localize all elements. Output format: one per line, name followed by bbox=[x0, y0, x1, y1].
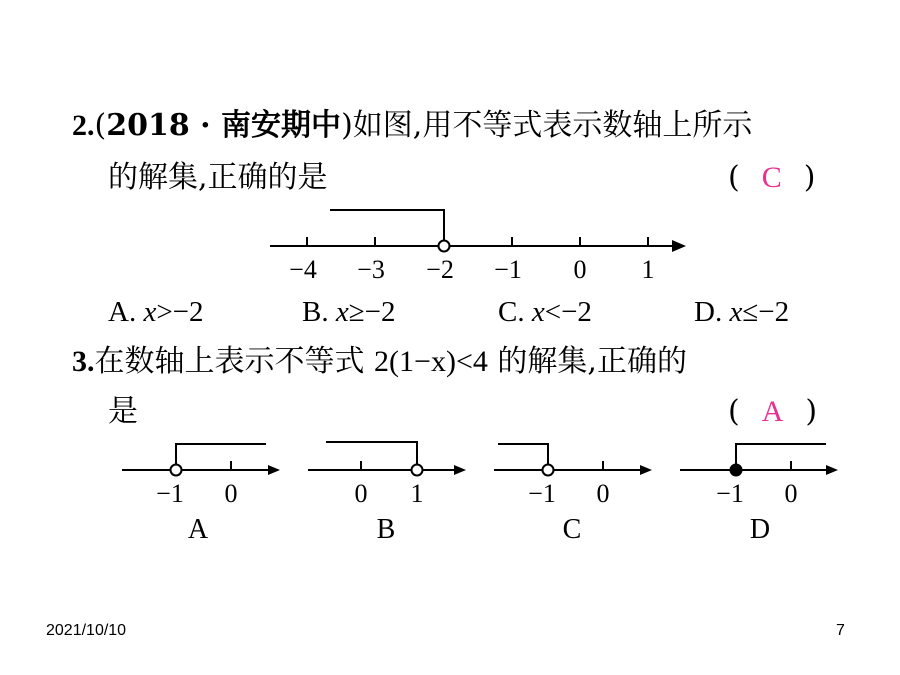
q2-source-close: ) bbox=[341, 108, 353, 143]
q3-text-line1-b: 的解集,正确的 bbox=[497, 344, 687, 379]
q2-option-a-rel: >−2 bbox=[156, 296, 204, 328]
q3-a-bracket bbox=[176, 444, 266, 464]
q3-text-line2: 是 bbox=[108, 394, 138, 429]
q3-b-axis-arrow bbox=[454, 465, 466, 475]
q2-paren-open: ( bbox=[728, 160, 740, 195]
q2-option-a-letter: A. bbox=[108, 296, 137, 328]
q2-option-b-rel: ≥−2 bbox=[348, 296, 396, 328]
footer-page-number: 7 bbox=[836, 622, 845, 639]
q3-b-caption: B bbox=[376, 514, 396, 545]
q2-option-a-var: x bbox=[143, 296, 157, 328]
q2-option-d-letter: D. bbox=[694, 296, 723, 328]
q3-paren-close: ) bbox=[805, 394, 818, 429]
q3-figure-b bbox=[308, 442, 466, 545]
q3-c-tick-label: 0 bbox=[596, 479, 610, 508]
q3-answer: A bbox=[761, 395, 784, 428]
q2-tick-label: 0 bbox=[573, 255, 587, 284]
q2-option-c-rel: <−2 bbox=[544, 296, 592, 328]
q2-number: 2. bbox=[72, 109, 95, 142]
q3-a-caption: A bbox=[187, 514, 209, 545]
q2-option-b-letter: B. bbox=[302, 296, 329, 328]
q3-d-tick-label: 0 bbox=[784, 479, 798, 508]
q3-figure-c bbox=[494, 444, 652, 545]
q3-d-caption: D bbox=[749, 514, 771, 545]
q3-d-tick-label: −1 bbox=[716, 479, 744, 508]
q2-option-d-var: x bbox=[729, 296, 743, 328]
q2-tick-label: 1 bbox=[641, 255, 655, 284]
q2-text-line2: 的解集,正确的是 bbox=[108, 160, 328, 195]
q2-option-d-rel: ≤−2 bbox=[742, 296, 790, 328]
q3-b-bracket bbox=[326, 442, 417, 464]
q2-source-open: ( bbox=[94, 108, 107, 143]
q2-option-c-letter: C. bbox=[498, 296, 525, 328]
q3-b-open-dot bbox=[412, 465, 423, 476]
q2-tick-label: −1 bbox=[494, 255, 522, 284]
q3-b-tick-label: 1 bbox=[410, 479, 424, 508]
q3-a-open-dot bbox=[171, 465, 182, 476]
q3-d-closed-dot bbox=[731, 465, 742, 476]
q3-a-tick-label: 0 bbox=[224, 479, 238, 508]
q2-text-line1: 如图,用不等式表示数轴上所示 bbox=[352, 108, 753, 143]
q2-tick-label: −3 bbox=[357, 255, 385, 284]
q3-text-line1-a: 在数轴上表示不等式 bbox=[94, 344, 365, 379]
q3-c-bracket bbox=[498, 444, 548, 464]
q3-d-bracket bbox=[736, 444, 826, 464]
q3-b-tick-label: 0 bbox=[354, 479, 368, 508]
q3-a-tick-label: −1 bbox=[156, 479, 184, 508]
q2-answer: C bbox=[761, 161, 782, 194]
q3-c-tick-label: −1 bbox=[528, 479, 556, 508]
q2-option-c-var: x bbox=[531, 296, 545, 328]
q3-c-caption: C bbox=[562, 514, 582, 545]
q2-tick-label: −4 bbox=[289, 255, 317, 284]
q3-number: 3. bbox=[72, 345, 95, 378]
q2-option-b-var: x bbox=[335, 296, 349, 328]
q3-c-open-dot bbox=[543, 465, 554, 476]
q2-source: 2018 · 南安期中 bbox=[106, 108, 342, 143]
q2-paren-close: ) bbox=[803, 160, 816, 195]
q3-a-axis-arrow bbox=[268, 465, 280, 475]
footer-date: 2021/10/10 bbox=[46, 622, 127, 639]
q3-inequality: 2(1−x)<4 bbox=[374, 345, 488, 378]
q3-figure-a bbox=[122, 444, 280, 545]
q3-paren-open: ( bbox=[728, 394, 740, 429]
q3-figure-d bbox=[680, 444, 838, 545]
q3-d-axis-arrow bbox=[826, 465, 838, 475]
q2-tick-label: −2 bbox=[426, 255, 454, 284]
q3-c-axis-arrow bbox=[640, 465, 652, 475]
